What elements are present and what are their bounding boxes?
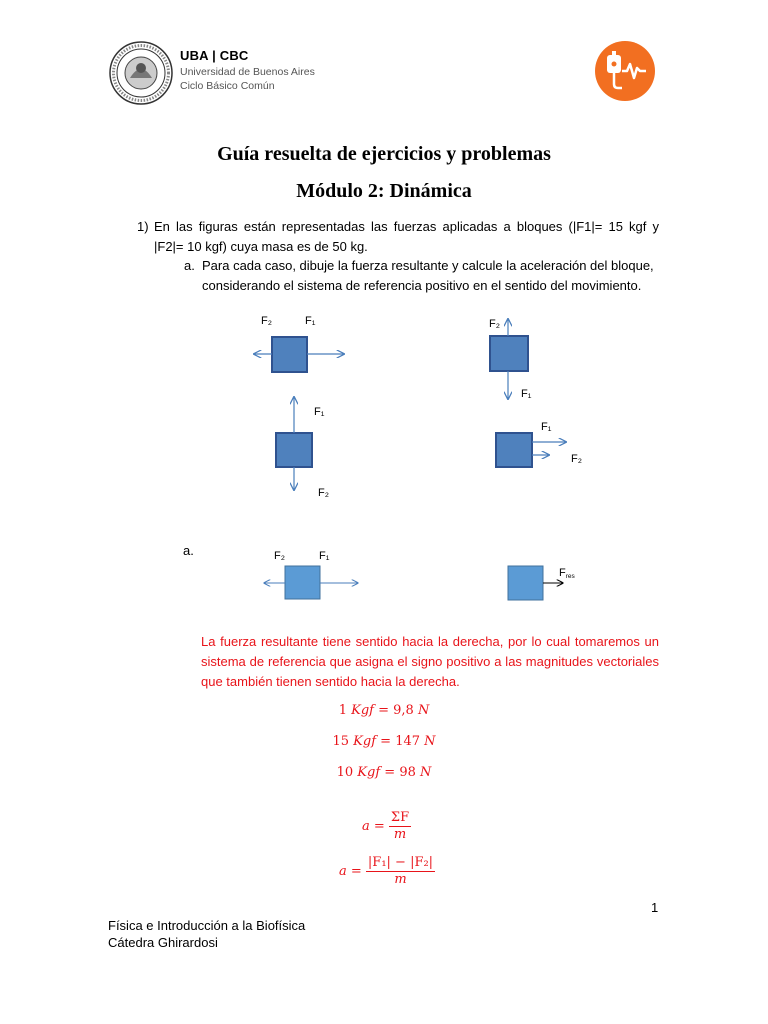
diagram-same-direction (496, 421, 582, 467)
label-f2: F₂ (489, 318, 500, 330)
label-f2: F₂ (318, 487, 329, 499)
label-fres-sub: res (565, 573, 575, 580)
answer-letter: a. (183, 543, 194, 558)
label-f1: F₁ (319, 550, 330, 562)
conversion-2: 15 Kgf = 147 N (332, 734, 436, 749)
label-f2: F₂ (571, 453, 582, 465)
diagram-vertical-opposite (489, 318, 532, 400)
diagram-vertical-up-down (276, 397, 329, 499)
page-number: 1 (651, 900, 659, 915)
answer-explanation: La fuerza resultante tiene sentido hacia la derecha, por lo cual tomaremos un sistema de referencia que asigna el signo positivo a las magnitudes vectoriales que también tienen sentido hacia la derecha. (201, 634, 659, 689)
diagram-horizontal-opposite (254, 315, 344, 372)
footer-course: Física e Introducción a la Biofísica (108, 918, 306, 933)
label-f2: F₂ (261, 315, 272, 327)
footer-chair: Cátedra Ghirardosi (108, 935, 218, 950)
conversion-3: 10 Kgf = 98 N (336, 765, 432, 780)
question-item-text: Para cada caso, dibuje la fuerza resultante y calcule la aceleración del bloque, considerando el sistema de referencia positivo en el sentido del movimiento. (202, 258, 654, 293)
label-f1: F₁ (314, 406, 325, 418)
svg-text:Fres (559, 567, 576, 580)
label-fres: F (559, 567, 566, 579)
uba-university-name: Universidad de Buenos Aires (180, 66, 315, 78)
formula-newton: a = $\frac{\Sigma F}{m}$ (362, 810, 410, 842)
label-f1: F₁ (305, 315, 316, 327)
question-number: 1) (137, 219, 149, 234)
answer-diagram-forces (264, 550, 358, 599)
module-title: Módulo 2: Dinámica (296, 180, 472, 202)
label-f1: F₁ (521, 388, 532, 400)
page-title: Guía resuelta de ejercicios y problemas (217, 143, 551, 165)
label-f2: F₂ (274, 550, 285, 562)
question-item-letter: a. (184, 258, 195, 273)
formula-acceleration: a = $\frac{\text{|F₁| − |F₂|}}{m}$ (339, 855, 434, 887)
question-text: En las figuras están representadas las fuerzas aplicadas a bloques (|F1|= 15 kgf y |F2|= 10 kgf) cuya masa es de 50 kg. (154, 219, 659, 254)
uba-cbc-name: Ciclo Básico Común (180, 80, 275, 92)
answer-diagram-resultant (508, 566, 576, 600)
label-f1: F₁ (541, 421, 552, 433)
conversion-1: 1 Kgf = 9,8 N (338, 703, 430, 718)
uba-brand: UBA | CBC (180, 48, 249, 63)
